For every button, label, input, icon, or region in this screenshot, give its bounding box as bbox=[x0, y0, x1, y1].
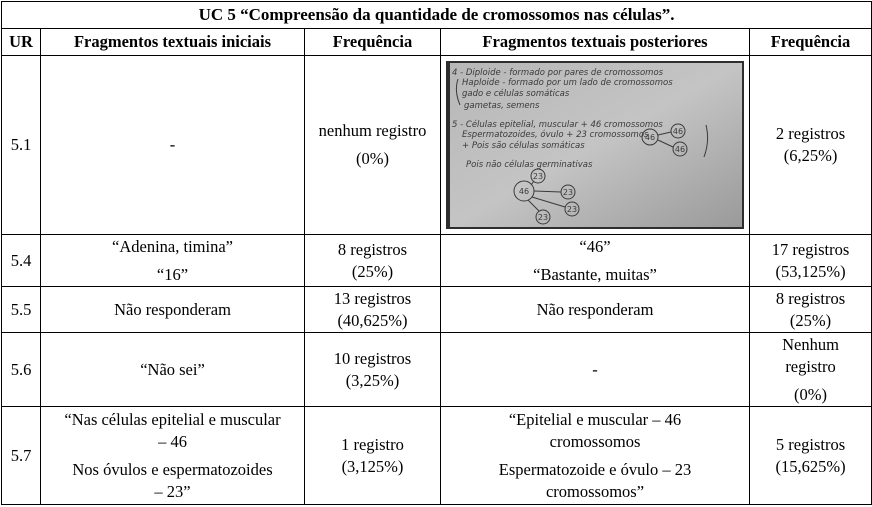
freq-count: 8 registros bbox=[337, 239, 408, 259]
freq-initial-cell bbox=[305, 407, 441, 505]
photo-number: 46 bbox=[518, 187, 530, 196]
freq-percent: (3,125%) bbox=[341, 456, 404, 476]
photo-number: 23 bbox=[562, 188, 574, 197]
freq-posterior-cell bbox=[750, 235, 872, 287]
freq-percent: (53,125%) bbox=[775, 261, 846, 281]
photo-number: 23 bbox=[532, 172, 544, 181]
posterior-line: - bbox=[592, 359, 598, 379]
freq-posterior-cell bbox=[750, 56, 872, 235]
freq-percent: (0%) bbox=[794, 384, 828, 404]
posterior-cell bbox=[441, 333, 750, 407]
table-row bbox=[2, 287, 872, 333]
ur-cell: 5.5 bbox=[2, 287, 41, 333]
freq-percent: (0%) bbox=[356, 149, 389, 168]
posterior-line: cromossomos” bbox=[545, 481, 645, 501]
posterior-line: “Bastante, muitas” bbox=[533, 264, 657, 284]
photo-line: Haploide - formado por um lado de cromossomos bbox=[462, 78, 673, 88]
photo-line: Espermatozoides, óvulo + 23 cromossomos bbox=[462, 130, 649, 140]
posterior-line: Espermatozoide e óvulo – 23 bbox=[498, 459, 692, 479]
header-frequency-posterior: Frequência bbox=[750, 29, 872, 56]
posterior-line: cromossomos bbox=[549, 431, 641, 451]
freq-posterior-cell bbox=[750, 407, 872, 505]
posterior-line: “46” bbox=[579, 236, 611, 256]
posterior-cell bbox=[441, 287, 750, 333]
header-initial-fragments: Fragmentos textuais iniciais bbox=[41, 29, 305, 56]
posterior-line: “Epitelial e muscular – 46 bbox=[508, 409, 682, 429]
posterior-cell bbox=[441, 235, 750, 287]
handwritten-notes-photo bbox=[446, 61, 744, 229]
freq-percent: (25%) bbox=[351, 261, 394, 281]
freq-percent: (6,25%) bbox=[783, 146, 838, 165]
table-row bbox=[2, 56, 872, 235]
header-frequency-initial: Frequência bbox=[305, 29, 441, 56]
initial-line: “16” bbox=[156, 264, 189, 284]
freq-count: 5 registros bbox=[775, 434, 846, 454]
freq-count: Nenhum bbox=[782, 334, 839, 354]
photo-line: 5 - Células epitelial, muscular + 46 cromossomos bbox=[452, 120, 663, 130]
freq-count: 8 registros bbox=[775, 288, 846, 308]
initial-cell bbox=[41, 56, 305, 235]
photo-line: gametas, semens bbox=[464, 101, 540, 111]
initial-line: – 23” bbox=[154, 481, 191, 501]
freq-count: 2 registros bbox=[775, 124, 846, 143]
ur-cell: 5.1 bbox=[2, 56, 41, 235]
uc5-table bbox=[1, 1, 872, 505]
posterior-cell bbox=[441, 407, 750, 505]
table-row bbox=[2, 235, 872, 287]
ur-cell: 5.4 bbox=[2, 235, 41, 287]
photo-number: 46 bbox=[674, 145, 686, 154]
freq-count: 13 registros bbox=[333, 288, 412, 308]
freq-percent: (3,25%) bbox=[345, 370, 400, 390]
photo-number: 23 bbox=[537, 213, 549, 222]
photo-line: + Pois são células somáticas bbox=[462, 141, 585, 151]
initial-line: Nos óvulos e espermatozoides bbox=[72, 459, 273, 479]
photo-line: Pois não células germinativas bbox=[466, 160, 593, 170]
freq-count: nenhum registro bbox=[318, 121, 427, 140]
posterior-line: Não responderam bbox=[536, 299, 654, 319]
freq-count: 10 registros bbox=[333, 348, 412, 368]
freq-posterior-cell bbox=[750, 333, 872, 407]
header-ur: UR bbox=[2, 29, 41, 56]
freq-initial-cell bbox=[305, 287, 441, 333]
freq-percent: (40,625%) bbox=[337, 310, 408, 330]
initial-line: “Adenina, timina” bbox=[112, 236, 233, 256]
initial-line: “Nas células epitelial e muscular bbox=[64, 409, 281, 429]
freq-percent: (25%) bbox=[789, 310, 832, 330]
table-title: UC 5 “Compreensão da quantidade de cromossomos nas células”. bbox=[2, 2, 872, 29]
freq-percent: (15,625%) bbox=[775, 456, 846, 476]
posterior-cell bbox=[441, 56, 750, 235]
initial-line: - bbox=[169, 135, 176, 154]
table-row bbox=[2, 407, 872, 505]
photo-line: gado e células somáticas bbox=[462, 89, 570, 99]
initial-line: Não responderam bbox=[114, 299, 231, 319]
initial-cell bbox=[41, 407, 305, 505]
initial-cell bbox=[41, 333, 305, 407]
table-row bbox=[2, 333, 872, 407]
freq-posterior-cell bbox=[750, 287, 872, 333]
initial-cell bbox=[41, 287, 305, 333]
freq-initial-cell bbox=[305, 235, 441, 287]
photo-line: 4 - Diploide - formado por pares de cromossomos bbox=[452, 68, 664, 78]
freq-count: 17 registros bbox=[771, 239, 850, 259]
freq-initial-cell bbox=[305, 333, 441, 407]
photo-number: 46 bbox=[644, 133, 656, 142]
ur-cell: 5.7 bbox=[2, 407, 41, 505]
initial-line: “Não sei” bbox=[140, 359, 205, 379]
ur-cell: 5.6 bbox=[2, 333, 41, 407]
initial-line: – 46 bbox=[158, 431, 187, 451]
freq-count: registro bbox=[785, 356, 836, 376]
header-posterior-fragments: Fragmentos textuais posteriores bbox=[441, 29, 750, 56]
initial-cell bbox=[41, 235, 305, 287]
freq-count: 1 registro bbox=[341, 434, 404, 454]
photo-number: 23 bbox=[566, 205, 578, 214]
freq-initial-cell bbox=[305, 56, 441, 235]
photo-number: 46 bbox=[672, 127, 684, 136]
